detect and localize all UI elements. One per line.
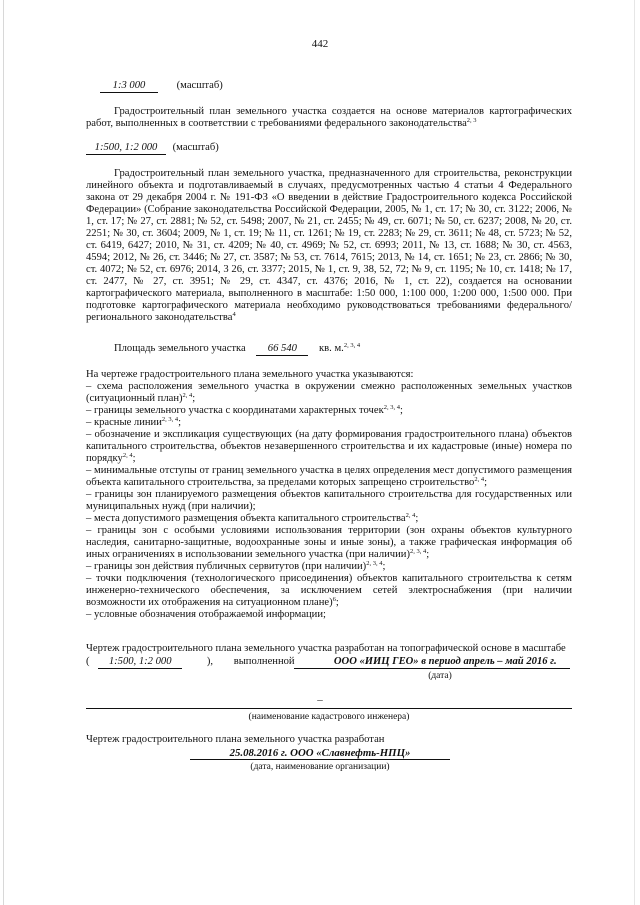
developed-caption: (дата, наименование организации) <box>250 762 390 772</box>
paragraph-cartographic <box>86 106 572 130</box>
scale-label-2: (масштаб) <box>172 142 219 153</box>
list-item: – схема расположения земельного участка в окружении смежно расположенных земельных участков (ситуационный план)$^{2, 4}$; <box>86 381 572 404</box>
date-caption: (дата) <box>428 671 452 681</box>
list-item: – границы земельного участка с координатами характерных точек$^{2, 3, 4}$; <box>86 404 403 416</box>
engineer-dash: – <box>317 694 323 706</box>
list-item: – границы зон действия публичных сервитутов (при наличии)$^{2, 3, 4}$; <box>86 560 386 572</box>
developed-text: Чертеж градостроительного плана земельного участка разработан <box>86 734 385 745</box>
footnote-ref: 2, 3, 4 <box>343 342 361 349</box>
list-item: – точки подключения (технологического присоединения) объектов капитального строительства к сетям инженерно-технического обеспечения, за исключением сетей электроснабжения (при наличии возможности их отображения на ситуационном плане)$^6$; <box>86 573 572 608</box>
area-unit: кв. м. <box>319 343 344 354</box>
performed-by: ООО «ИИЦ ГЕО» в период апрель – май 2016 г. <box>333 656 557 667</box>
engineer-caption: (наименование кадастрового инженера) <box>248 712 410 722</box>
topographic-basis-text: Чертеж градостроительного плана земельного участка разработан на топографической основе в масштабе <box>86 643 566 654</box>
list-intro: На чертеже градостроительного плана земельного участка указываются: <box>86 369 414 380</box>
list-item: – границы зон с особыми условиями использования территории (зон охраны объектов культурного наследия, санитарно-защитные, водоохранные зоны и иные зоны), а также графическая информация об иных ограничениях в использовании земельного участка (при наличии)$^{2, 3, 4}$; <box>86 525 572 560</box>
list-item: – границы зон планируемого размещения объектов капитального строительства для государственных или муниципальных нужд (при наличии); <box>86 489 572 512</box>
paragraph-linear-object <box>86 168 572 324</box>
close-paren: ), <box>206 656 214 667</box>
scale-line-1 <box>86 80 572 93</box>
page-number: 442 <box>311 38 329 50</box>
scale-value-1: 1:3 000 <box>100 80 158 93</box>
developed-underline <box>190 759 450 760</box>
list-item: – минимальные отступы от границ земельного участка в целях определения мест допустимого размещения объекта капитального строительства, за пределами которых запрещено строительство$^{2, 4}$; <box>86 465 572 488</box>
list-item: – обозначение и экспликация существующих (на дату формирования градостроительного плана) объектов капитального строительства, объектов незавершенного строительства и их кадастровые (иные) номера по порядку$^{2, 4}$; <box>86 429 572 464</box>
scale-value-2: 1:500, 1:2 000 <box>86 142 166 155</box>
list-item: – красные линии$^{2, 3, 4}$; <box>86 416 182 428</box>
area-line <box>86 343 572 356</box>
drawing-contents-list <box>86 369 572 621</box>
paragraph-cartographic-text: Градостроительный план земельного участка создается на основе материалов картографических работ, выполненных в соответствии с требованиями федерального законодательства <box>86 106 572 129</box>
engineer-underline <box>86 708 572 709</box>
list-item: – места допустимого размещения объекта капитального строительства$^{2, 4}$; <box>86 512 419 524</box>
scale-label-1: (масштаб) <box>176 80 223 91</box>
scan-edge <box>3 0 4 905</box>
open-paren: ( <box>86 656 90 667</box>
list-item: – условные обозначения отображаемой информации; <box>86 609 326 620</box>
paragraph-linear-object-text: Градостроительный план земельного участка, предназначенного для строительства, реконструкции линейного объекта и подготавливаемый в случаях, предусмотренных частью 4 статьи 4 Федерального закона от 29 декабря 2004 г. № 191-ФЗ «О введении в действие Градостроительного кодекса Российской Федерации» (Собрание законодательства Российской Федерации, 2005, № 1, ст. 17; № 30, ст. 3122; 2006, № 1, ст. 17; № 27, ст. 2881; № 52, ст. 5498; 2007, № 21, ст. 2455; № 49, ст. 6071; № 50, ст. 6237; 2008, № 20, ст. 2251; № 30, ст. 3604; 2009, № 1, ст. 19; № 11, ст. 1261; № 19, ст. 2283; № 29, ст. 3611; № 48, ст. 5723; № 52, ст. 6419, 6427; 2010, № 31, ст. 4209; № 40, ст. 4969; № 52, ст. 6993; 2011, № 13, ст. 1688; № 30, ст. 4563, 4594; 2012, № 26, ст. 3446; № 27, ст. 3587; № 53, ст. 7614, 7615; 2013, № 14, ст. 1651; № 23, ст. 2866; № 30, ст. 4072; № 52, ст. 6976; 2014, 3 26, ст. 3377; 2015, № 1, ст. 9, 38, 52, 72; № 9, ст. 1195; № 10, ст. 1418; № 17, ст. 2477, № 27, ст. 3951; № 29, ст. 4347, ст. 4376; 2016, № 1, ст. 22), создается на основании картографического материала, выполненного в масштабе: 1:50 000, 1:100 000, 1:200 000, 1:500 000. При подготовке картографического материала необходимо руководствоваться требованиями федерального/регионального законодательства <box>86 168 572 323</box>
scale-line-2 <box>86 142 572 155</box>
area-value: 66 540 <box>256 343 308 356</box>
topographic-scale: 1:500, 1:2 000 <box>98 656 182 669</box>
developed-value: 25.08.2016 г. ООО «Славнефть-НПЦ» <box>229 747 411 759</box>
footnote-ref: 4 <box>232 311 236 318</box>
performed-by-underline <box>294 668 570 669</box>
footnote-ref: 2, 3 <box>466 117 477 124</box>
area-label: Площадь земельного участка <box>114 343 246 354</box>
performed-label: выполненной <box>233 656 295 667</box>
scan-edge-right <box>634 0 635 905</box>
